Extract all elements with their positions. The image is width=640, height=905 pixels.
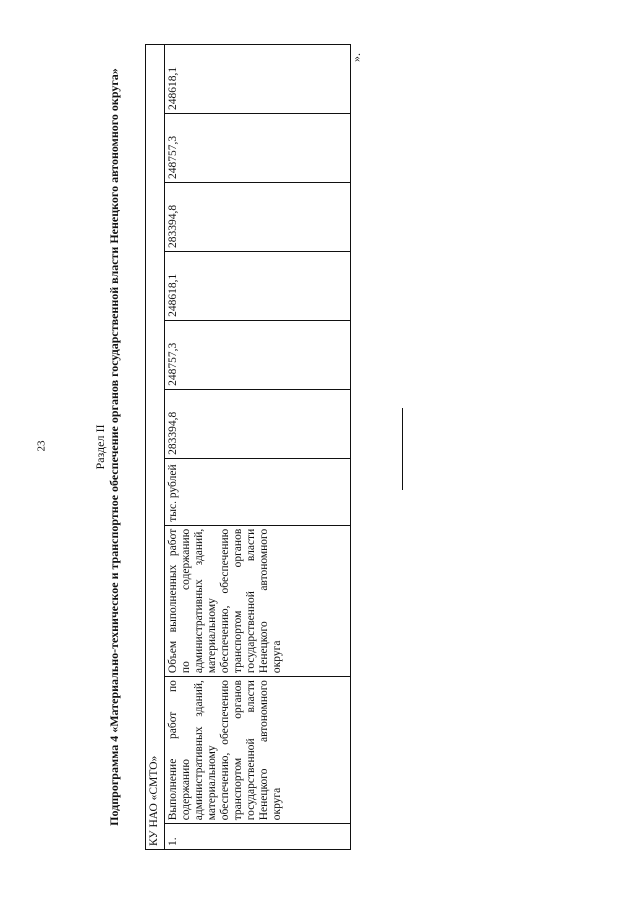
value-cell: 283394,8 [165, 182, 351, 251]
table-row [165, 45, 351, 850]
activity-name: Выполнение работ по содержанию административных зданий, материальному обеспечению, обеспечению транспортом органов государственной власти Ненецкого автономного округа [165, 677, 351, 824]
subprogram-title: Подпрограмма 4 «Материально-техническое и транспортное обеспечение органов государственной власти Ненецкого автономного округа» [107, 68, 121, 826]
unit-cell: тыс. рублей [165, 458, 351, 525]
indicator-name: Объем выполненных работ по содержанию административных зданий, материальному обеспечению, обеспечению транспортом органов государственной власти Ненецкого автономного округа [165, 525, 351, 676]
section-heading: Раздел II [93, 424, 107, 470]
section-title-block [93, 44, 145, 850]
value-cell: 283394,8 [165, 389, 351, 458]
organization-row [146, 45, 165, 850]
page-number: 23 [35, 440, 48, 452]
rotated-table-sheet [93, 44, 351, 850]
row-number: 1. [165, 824, 351, 850]
value-cell: 248757,3 [165, 114, 351, 183]
signature-rule [402, 408, 403, 490]
closing-quote-mark: ». [349, 53, 363, 62]
organization-cell: КУ НАО «СМТО» [146, 45, 165, 850]
program-table [145, 44, 351, 850]
value-cell: 248618,1 [165, 251, 351, 320]
value-cell: 248757,3 [165, 320, 351, 389]
value-cell: 248618,1 [165, 45, 351, 114]
